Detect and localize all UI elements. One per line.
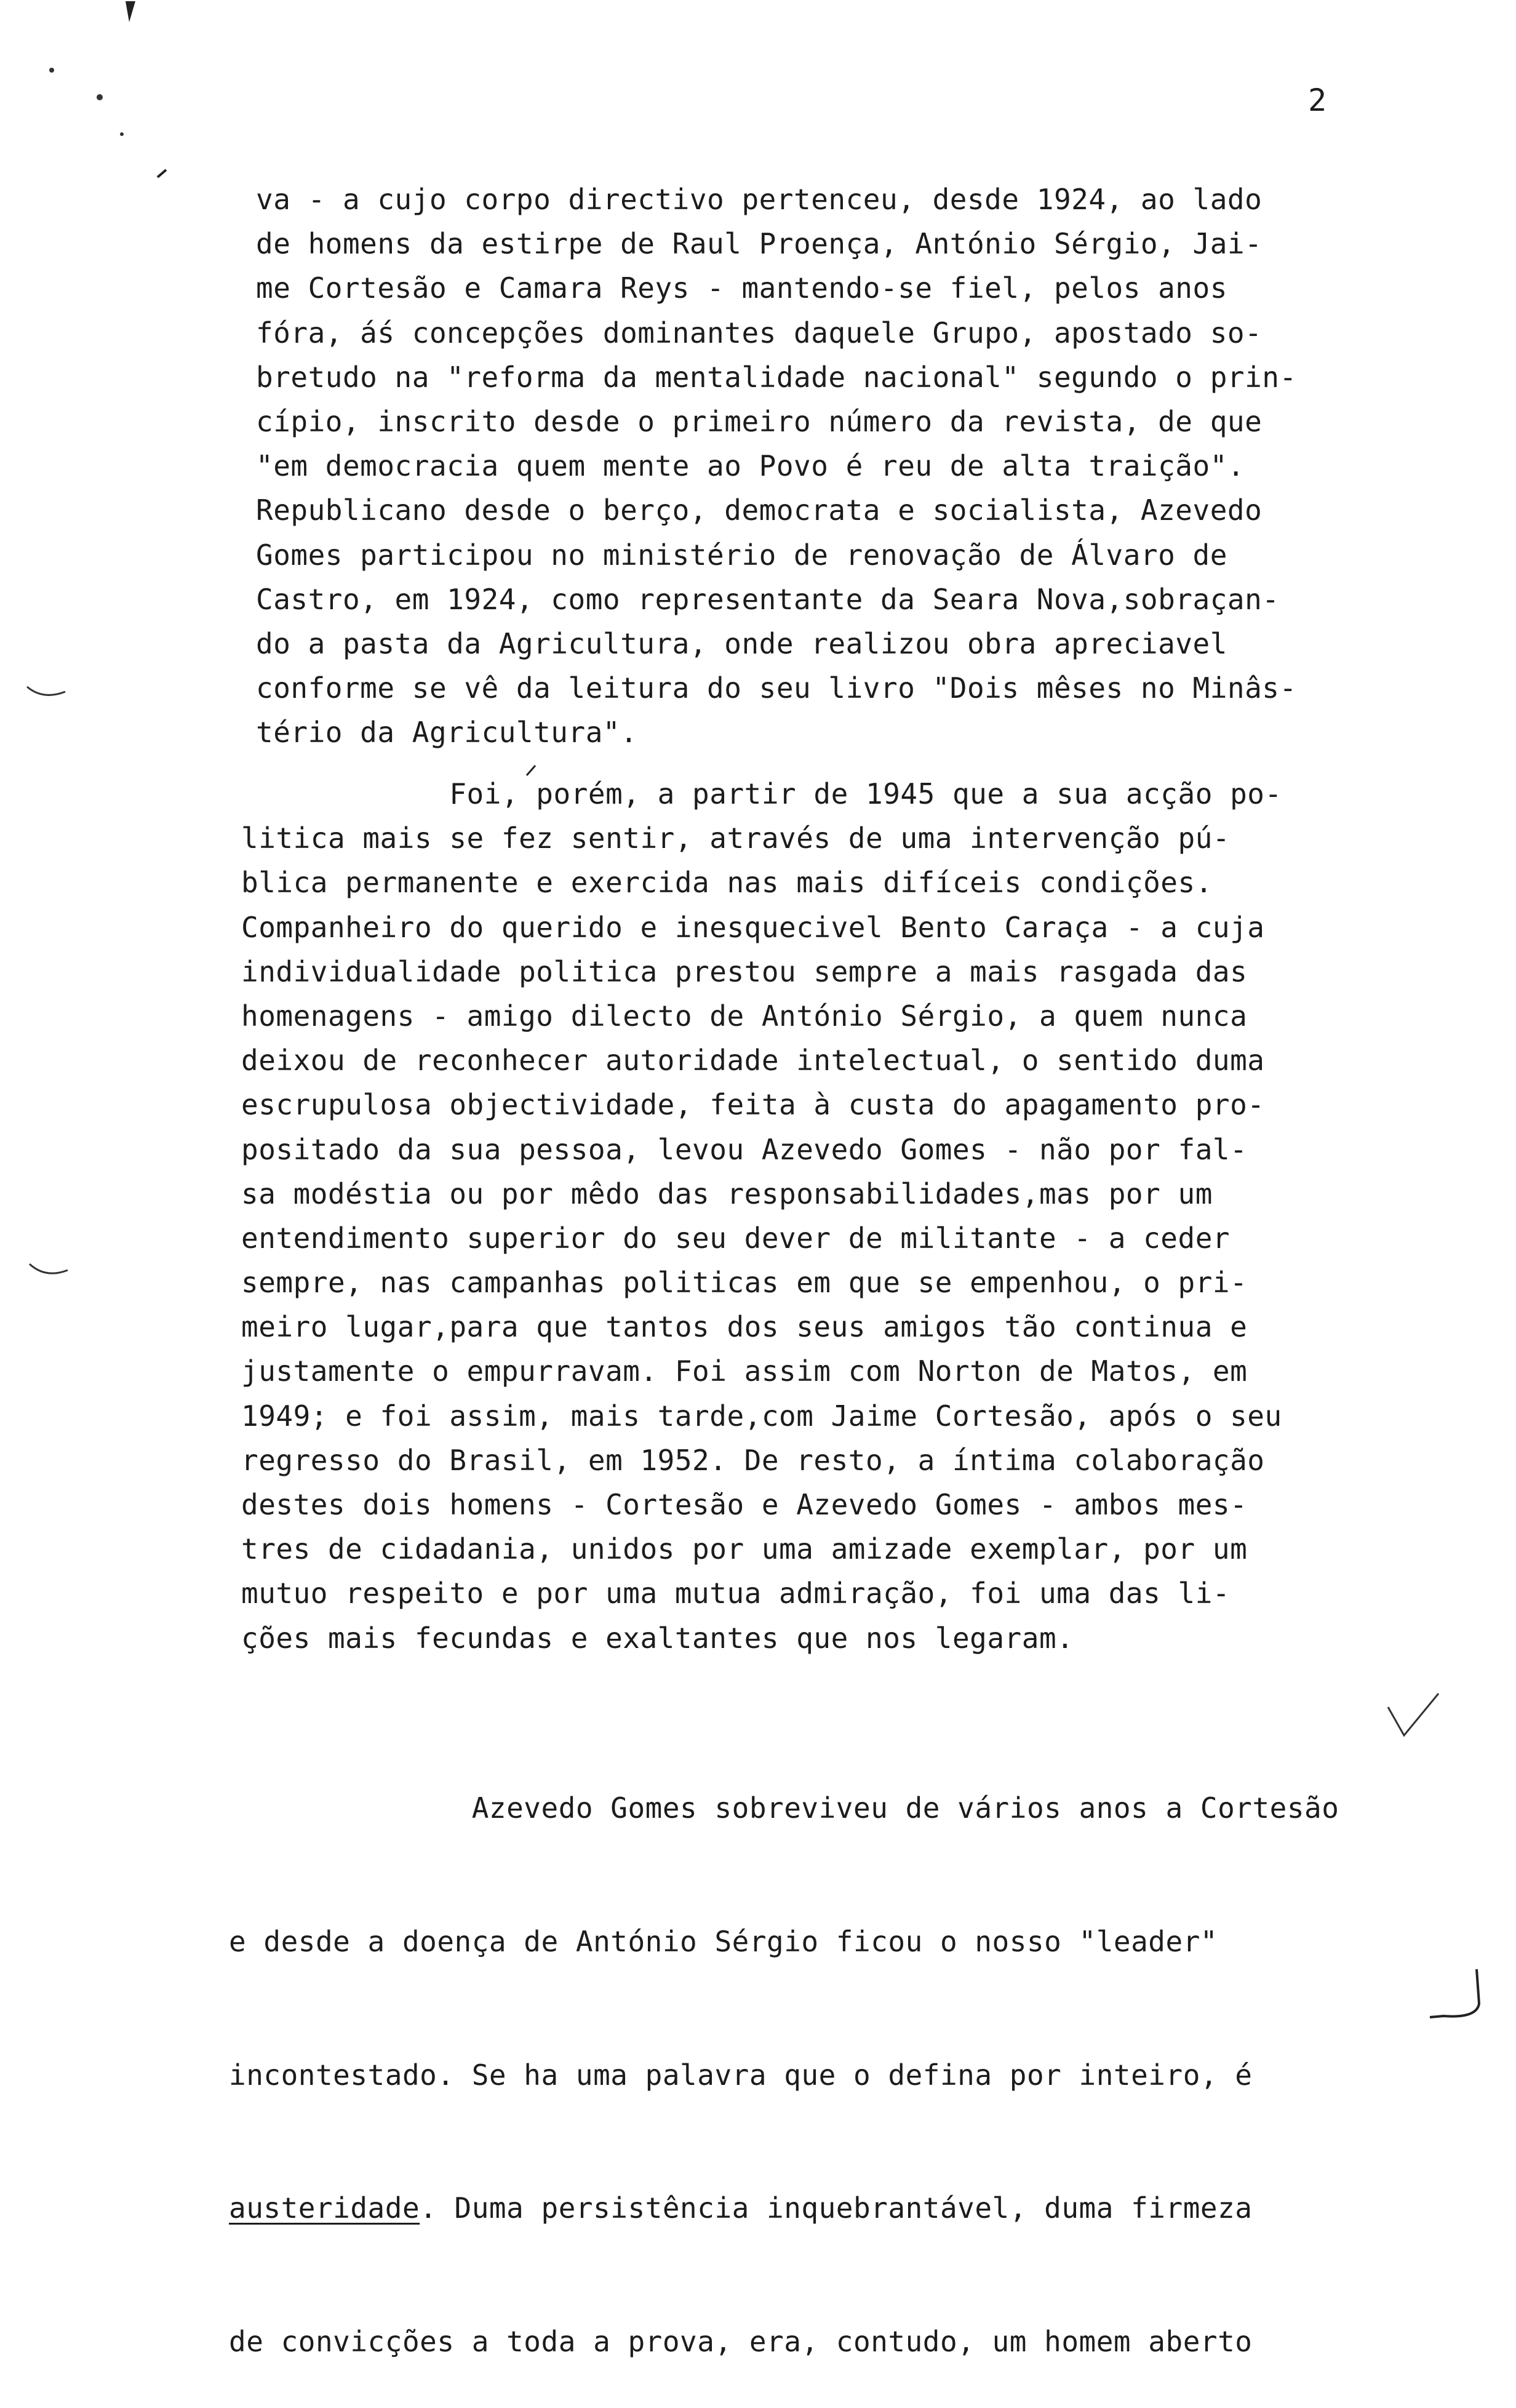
text-line: Republicano desde o berço, democrata e socialista, Azevedo xyxy=(256,494,1263,527)
text-line: "em democracia quem mente ao Povo é reu de alta traição". xyxy=(256,449,1245,483)
text-line: de convicções a toda a prova, era, contudo, um homem aberto xyxy=(229,2324,1253,2358)
page-number: 2 xyxy=(1308,82,1327,118)
text-line: meiro lugar,para que tantos dos seus amigos tão continua e xyxy=(241,1310,1248,1344)
text-line: justamente o empurravam. Foi assim com Norton de Matos, em xyxy=(241,1354,1248,1388)
text-line: entendimento superior do seu dever de militante - a ceder xyxy=(241,1221,1231,1255)
text-line: e desde a doença de António Sérgio ficou o nosso "leader" xyxy=(229,1925,1218,1958)
text-line: ções mais fecundas e exaltantes que nos legaram. xyxy=(241,1621,1074,1655)
text-line: Foi, porém, a partir de 1945 que a sua acção po- xyxy=(241,777,1282,810)
margin-curve-mark xyxy=(27,1260,70,1279)
text-line: positado da sua pessoa, levou Azevedo Gomes - não por fal- xyxy=(241,1132,1248,1166)
text-line: de homens da estirpe de Raul Proença, António Sérgio, Jai- xyxy=(256,227,1263,261)
paragraph-3 xyxy=(229,1697,1339,2408)
text-line: fóra, áś concepções dominantes daquele Grupo, apostado so- xyxy=(256,316,1263,350)
corner-curve-mark xyxy=(1425,1967,1486,2022)
text-line: va - a cujo corpo directivo pertenceu, desde 1924, ao lado xyxy=(256,183,1263,216)
text-line: Gomes participou no ministério de renovação de Álvaro de xyxy=(256,538,1227,572)
ink-blot-mark xyxy=(121,0,139,25)
text-line: Castro, em 1924, como representante da Seara Nova,sobraçan- xyxy=(256,582,1280,616)
text-line: 1949; e foi assim, mais tarde,com Jaime Cortesão, após o seu xyxy=(241,1399,1282,1433)
text-fragment: . Duma persistência inquebrantável, duma firmeza xyxy=(420,2191,1253,2225)
paragraph-2 xyxy=(241,772,1282,1660)
text-line: conforme se vê da leitura do seu livro "Dois mêses no Minâs- xyxy=(256,671,1297,705)
text-line: bretudo na "reforma da mentalidade nacional" segundo o prin- xyxy=(256,360,1297,394)
text-line: mutuo respeito e por uma mutua admiração, foi uma das li- xyxy=(241,1577,1231,1610)
check-mark xyxy=(1386,1691,1441,1740)
text-line: tério da Agricultura". xyxy=(256,716,638,750)
paragraph-1 xyxy=(256,177,1297,754)
text-line: me Cortesão e Camara Reys - mantendo-se fiel, pelos anos xyxy=(256,271,1227,305)
text-line: escrupulosa objectividade, feita à custa do apagamento pro- xyxy=(241,1088,1265,1122)
pen-tick-mark xyxy=(156,167,169,180)
text-line xyxy=(229,2186,1339,2230)
text-line: incontestado. Se ha uma palavra que o defina por inteiro, é xyxy=(229,2058,1253,2092)
margin-curve-mark xyxy=(25,682,68,700)
text-line: Azevedo Gomes sobreviveu de vários anos a Cortesão xyxy=(229,1791,1339,1825)
underlined-word: austeridade xyxy=(229,2191,420,2225)
text-line: Companheiro do querido e inesquecivel Bento Caraça - a cuja xyxy=(241,910,1265,944)
text-line: deixou de reconhecer autoridade intelectual, o sentido duma xyxy=(241,1044,1265,1078)
text-line: do a pasta da Agricultura, onde realizou obra apreciavel xyxy=(256,626,1227,660)
text-line: blica permanente e exercida nas mais difíceis condições. xyxy=(241,866,1213,900)
text-line: individualidade politica prestou sempre a mais rasgada das xyxy=(241,954,1248,988)
text-line: cípio, inscrito desde o primeiro número da revista, de que xyxy=(256,404,1263,438)
text-line: tres de cidadania, unidos por uma amizade exemplar, por um xyxy=(241,1532,1248,1566)
text-line: sa modéstia ou por mêdo das responsabilidades,mas por um xyxy=(241,1177,1213,1210)
text-line: homenagens - amigo dilecto de António Sérgio, a quem nunca xyxy=(241,999,1248,1033)
text-line: sempre, nas campanhas politicas em que se empenhou, o pri- xyxy=(241,1266,1248,1300)
text-line: regresso do Brasil, em 1952. De resto, a íntima colaboração xyxy=(241,1443,1265,1477)
text-line: litica mais se fez sentir, através de uma intervenção pú- xyxy=(241,822,1231,855)
accent-mark xyxy=(524,763,539,778)
scan-dot-mark xyxy=(49,66,234,190)
text-line: destes dois homens - Cortesão e Azevedo Gomes - ambos mes- xyxy=(241,1488,1248,1521)
